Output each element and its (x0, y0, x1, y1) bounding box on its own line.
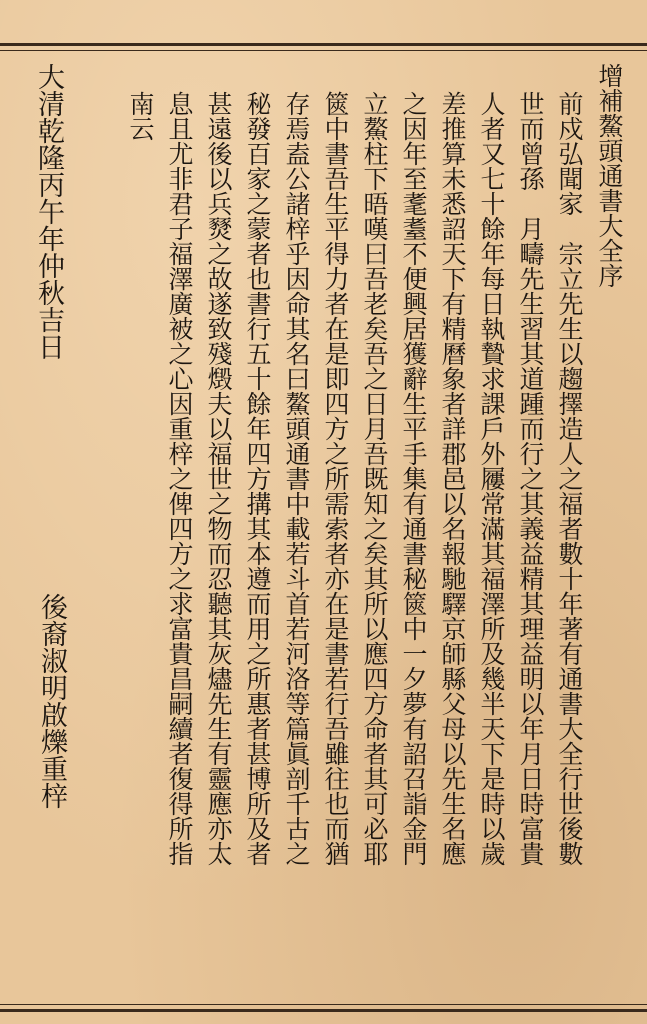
preface-column-10: 甚遠後以兵燹之故遂致殘燬夫以福世之物而忍聽其灰燼先生有靈應亦太 (204, 91, 233, 866)
preface-column-8: 存焉盍公諸梓乎因命其名曰鰲頭通書中載若斗首若河洛等篇眞剖千古之 (282, 91, 311, 866)
bottom-border-rule (0, 1009, 647, 1012)
bottom-border-rule-thin (0, 1004, 647, 1005)
preface-date: 大清乾隆丙午年仲秋吉日 (33, 63, 64, 360)
preface-column-12: 南云 (126, 91, 155, 141)
preface-column-5: 之因年至耄耋不便興居獲辭生平手集有通書秘篋中一夕夢有詔召詣金門 (399, 91, 428, 866)
preface-column-3: 人者又七十餘年每日執贄求課戶外屨常滿其福澤所及幾半天下是時以歲 (477, 91, 506, 866)
preface-title: 增補鰲頭通書大全序 (595, 63, 624, 288)
preface-column-11: 息且尤非君子福澤廣被之心因重梓之俾四方之求富貴昌嗣續者復得所指 (165, 91, 194, 866)
preface-column-2: 世而曾孫 月疇先生習其道踵而行之其義益精其理益明以年月日時富貴 (516, 91, 545, 866)
preface-column-7: 篋中書吾生平得力者在是即四方之所需索者亦在是書若行吾雖往也而猶 (321, 91, 350, 866)
preface-column-6: 立鰲柱下晤嘆曰吾老矣吾之日月吾既知之矣其所以應四方命者其可必耶 (360, 91, 389, 866)
preface-column-1: 前戍弘聞家 宗立先生以趨擇造人之福者數十年著有通書大全行世後數 (555, 91, 584, 866)
preface-column-4: 差推算未悉詔天下有精曆象者詳郡邑以名報馳驛京師縣父母以先生名應 (438, 91, 467, 866)
top-border-rule (0, 43, 647, 46)
preface-signature: 後裔淑明啟爍重梓 (36, 593, 67, 809)
preface-column-9: 秘發百家之蒙者也書行五十餘年四方搆其本遵而用之所惠者甚博所及者 (243, 91, 272, 866)
top-border-rule-thin (0, 50, 647, 51)
